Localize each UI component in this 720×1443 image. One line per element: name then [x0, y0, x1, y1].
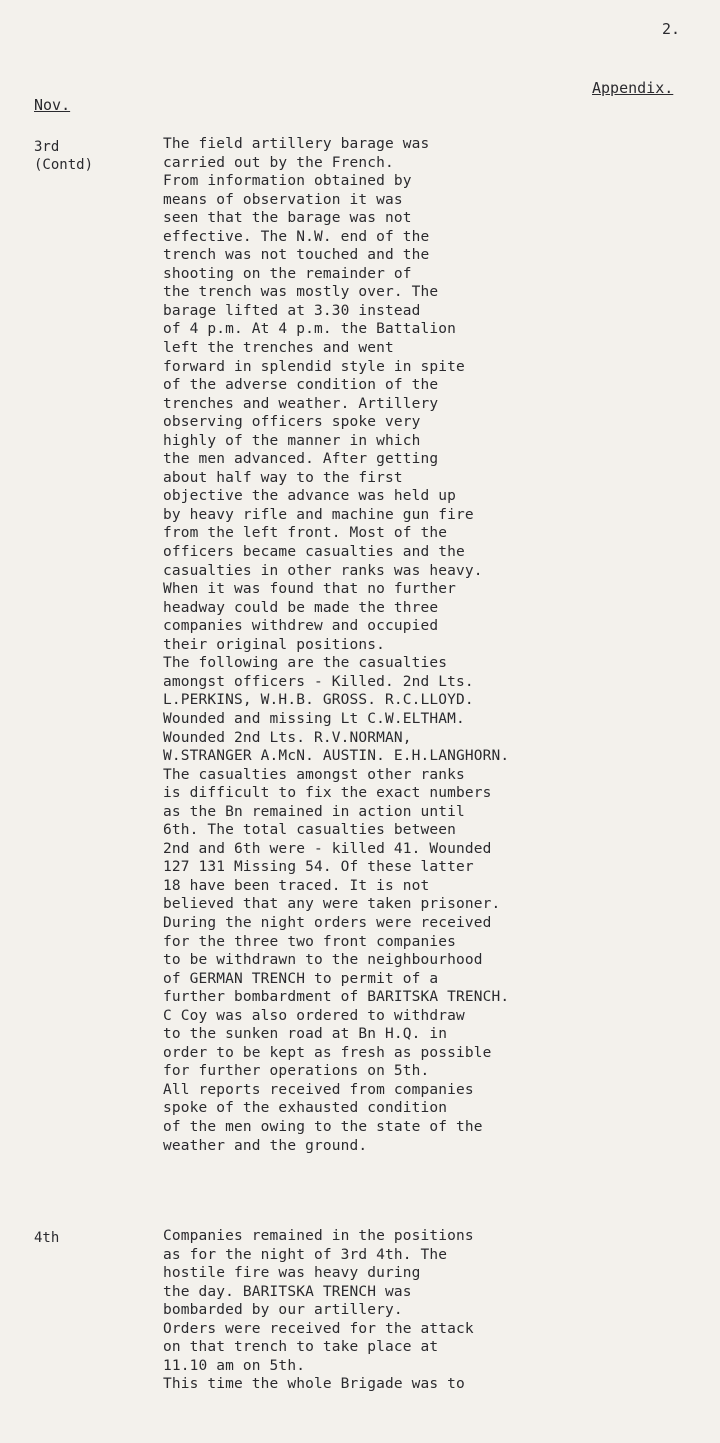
text-line: weather and the ground.: [163, 1137, 368, 1154]
text-line: highly of the manner in which: [163, 432, 421, 449]
text-line: on that trench to take place at: [163, 1339, 439, 1356]
text-line: seen that the barage was not: [163, 210, 412, 227]
text-line: the men advanced. After getting: [163, 451, 439, 468]
text-line: The field artillery barage was: [163, 136, 430, 152]
text-line: the trench was mostly over. The: [163, 284, 439, 301]
text-line: The following are the casualties: [163, 655, 448, 672]
text-line: of GERMAN TRENCH to permit of a: [163, 970, 439, 987]
text-line: further bombardment of BARITSKA TRENCH.: [163, 989, 510, 1006]
text-line: Orders were received for the attack: [163, 1320, 474, 1337]
text-line: amongst officers - Killed. 2nd Lts.: [163, 673, 474, 690]
text-line: casualties in other ranks was heavy.: [163, 562, 483, 579]
text-line: means of observation it was: [163, 191, 403, 208]
text-line: headway could be made the three: [163, 599, 439, 616]
text-line: order to be kept as fresh as possible: [163, 1044, 492, 1061]
text-line: When it was found that no further: [163, 581, 457, 598]
text-line: of 4 p.m. At 4 p.m. the Battalion: [163, 321, 457, 338]
text-line: C Coy was also ordered to withdraw: [163, 1007, 465, 1024]
text-line: carried out by the French.: [163, 154, 394, 171]
text-line: This time the whole Brigade was to: [163, 1376, 465, 1393]
text-line: as for the night of 3rd 4th. The: [163, 1246, 448, 1263]
text-line: 6th. The total casualties between: [163, 822, 457, 839]
month-heading: Nov.: [34, 96, 71, 114]
text-line: objective the advance was held up: [163, 488, 457, 505]
text-line: for the three two front companies: [163, 933, 457, 950]
text-line: 18 have been traced. It is not: [163, 877, 430, 894]
text-line: During the night orders were received: [163, 914, 492, 931]
appendix-heading: Appendix.: [592, 79, 674, 97]
text-line: trenches and weather. Artillery: [163, 395, 439, 412]
text-line: as the Bn remained in action until: [163, 803, 465, 820]
text-line: trench was not touched and the: [163, 247, 430, 264]
text-line: from the left front. Most of the: [163, 525, 448, 542]
entry-date-3rd: 3rd (Contd): [34, 139, 94, 174]
text-line: left the trenches and went: [163, 340, 394, 357]
text-line: Wounded and missing Lt C.W.ELTHAM.: [163, 710, 465, 727]
text-line: Wounded 2nd Lts. R.V.NORMAN,: [163, 729, 412, 746]
text-line: W.STRANGER A.McN. AUSTIN. E.H.LANGHORN.: [163, 748, 510, 765]
text-line: the day. BARITSKA TRENCH was: [163, 1283, 412, 1300]
entry-text-3rd: [163, 135, 713, 1155]
text-line: 2nd and 6th were - killed 41. Wounded: [163, 840, 492, 857]
text-line: 127 131 Missing 54. Of these latter: [163, 859, 474, 876]
text-line: to be withdrawn to the neighbourhood: [163, 952, 483, 969]
text-line: shooting on the remainder of: [163, 265, 412, 282]
text-line: observing officers spoke very: [163, 414, 421, 431]
text-line: of the men owing to the state of the: [163, 1118, 483, 1135]
text-line: forward in splendid style in spite: [163, 358, 465, 375]
text-line: officers became casualties and the: [163, 544, 465, 561]
text-line: to the sunken road at Bn H.Q. in: [163, 1026, 448, 1043]
text-line: is difficult to fix the exact numbers: [163, 785, 492, 802]
text-line: by heavy rifle and machine gun fire: [163, 506, 474, 523]
text-line: believed that any were taken prisoner.: [163, 896, 501, 913]
text-line: The casualties amongst other ranks: [163, 766, 465, 783]
text-line: 11.10 am on 5th.: [163, 1357, 306, 1374]
text-line: Companies remained in the positions: [163, 1228, 474, 1244]
text-line: bombarded by our artillery.: [163, 1302, 403, 1319]
text-line: effective. The N.W. end of the: [163, 228, 430, 245]
text-line: From information obtained by: [163, 173, 412, 190]
text-line: of the adverse condition of the: [163, 377, 439, 394]
text-line: companies withdrew and occupied: [163, 618, 439, 635]
text-line: for further operations on 5th.: [163, 1063, 430, 1080]
entry-date-4th: 4th: [34, 1230, 60, 1246]
entry-text-4th: [163, 1227, 713, 1394]
text-line: hostile fire was heavy during: [163, 1265, 421, 1282]
text-line: All reports received from companies: [163, 1081, 474, 1098]
text-line: barage lifted at 3.30 instead: [163, 302, 421, 319]
page-number: 2.: [662, 20, 681, 38]
text-line: spoke of the exhausted condition: [163, 1100, 448, 1117]
text-line: about half way to the first: [163, 469, 403, 486]
text-line: their original positions.: [163, 636, 385, 653]
text-line: L.PERKINS, W.H.B. GROSS. R.C.LLOYD.: [163, 692, 474, 709]
